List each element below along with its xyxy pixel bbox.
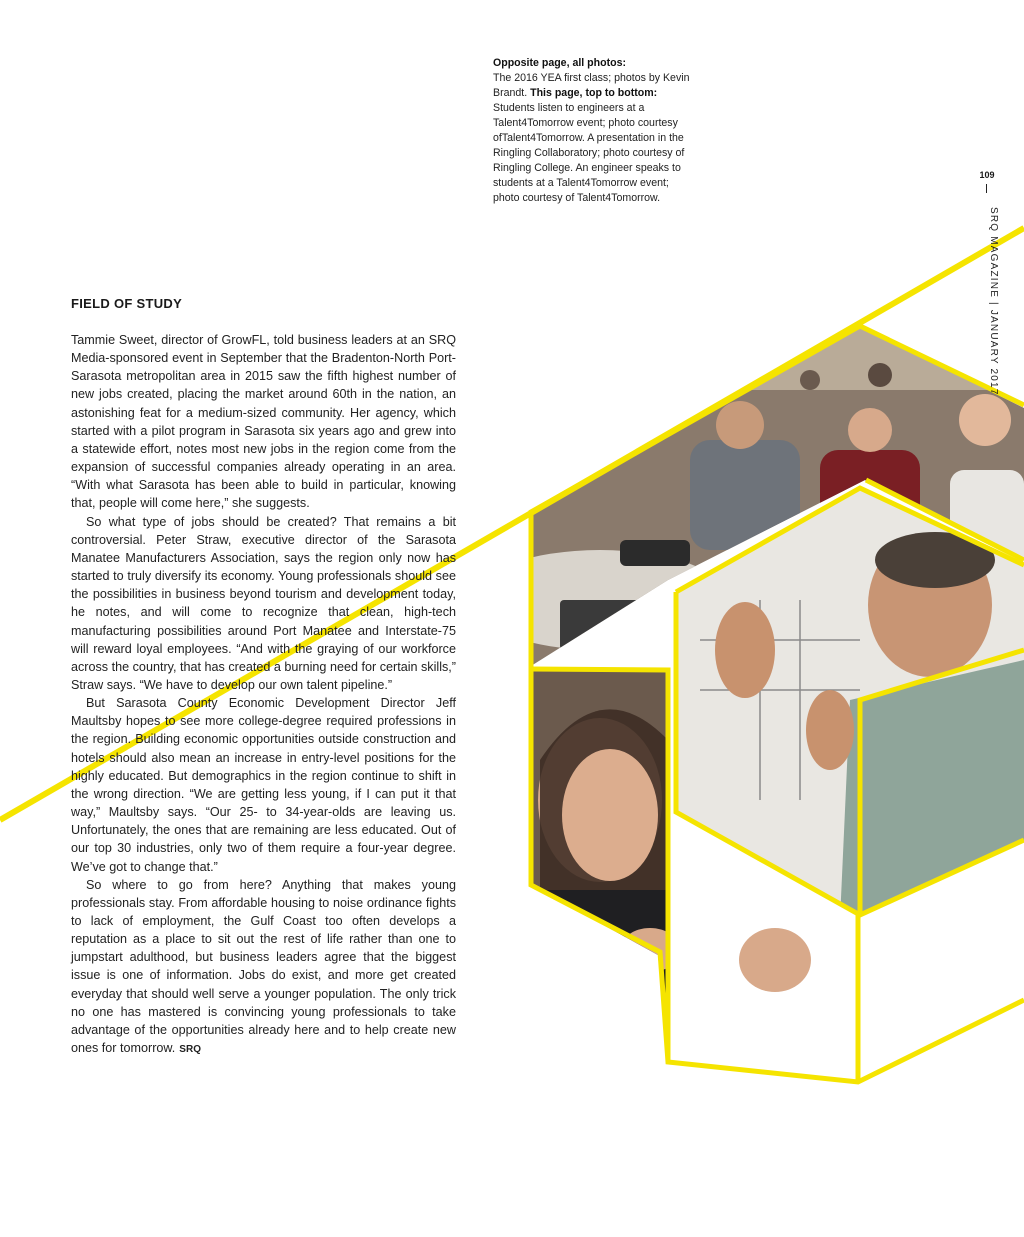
paragraph-last (71, 876, 456, 1060)
running-head: SRQ MAGAZINE | JANUARY 2017 (988, 207, 999, 396)
paragraph: So what type of jobs should be created? That remains a bit controversial. Peter Straw, executive director of the Sarasota Manatee Manufacturers Association, says the region only now has started to truly diversify its economy. Young professionals should see the possibilities in business beyond tourism and development today, he notes, and will come to recognize that clean, high-tech manufacturing possibilities around Port Manatee and Interstate-75 will reward loyal employees. “And with the graying of our workforce across the country, that has created a burning need for certain skills,” Straw says. “We have to develop our own talent pipeline.” (71, 514, 456, 692)
caption-part-2: Students listen to engineers at a Talent4Tomorrow event; photo courtesy ofTalent4Tomorrow. A presentation in the Ringling Collaboratory; photo courtesy of Ringling College. An engineer speaks to students at a Talent4Tomorrow event; photo courtesy of Talent4Tomorrow. (493, 102, 685, 204)
paragraph-text: So where to go from here? Anything that makes young professionals stay. From affordable housing to noise ordinance fights to lack of employment, the Gulf Coast too often develops a reputation as a place to sit out the rest of life rather than one to jumpstart adulthood, but business leaders agree that the biggest issue is one of information. Jobs do exist, and more get created everyday that should well serve a younger population. The only trick no one has mastered is convincing young professionals to take advantage of the opportunities already here and to help create new ones for tomorrow. (71, 877, 456, 1056)
section-heading: FIELD OF STUDY (71, 296, 183, 311)
caption-part-1: The 2016 YEA first class; photos by Kevin Brandt. (493, 72, 690, 99)
paragraph: But Sarasota County Economic Development Director Jeff Maultsby hopes to see more college-degree required professions in the region. Building economic opportunities outside construction and hotels should also mean an increase in entry-level positions for the highly educated. But demographics in the region continue to shift in the wrong direction. “We are getting less young, if I can put it that way,” Maultsby says. “Our 25- to 34-year-olds are leaving us. Unfortunately, the ones that are remaining are less educated. Out of our top 30 industries, only two of them require a four-year degree. We’ve got to change that.” (71, 696, 456, 874)
paragraph: Tammie Sweet, director of GrowFL, told business leaders at an SRQ Media-sponsored event in September that the Bradenton-North Port-Sarasota metropolitan area in 2015 saw the fifth highest number of new jobs created, placing the market around 60th in the nation, an astonishing feat for a medium-sized community. Her agency, which started with a pilot program in Sarasota six years ago and grew into a statewide effort, notes most new jobs in the region come from the expansion of successful companies already operating in an area. “With what Sarasota has been able to build in particular, knowing that, people will come here,” she suggests. (71, 333, 456, 511)
page-number: 109 (979, 170, 995, 180)
end-mark: SRQ (179, 1044, 201, 1056)
folio-divider (986, 184, 987, 193)
photo-caption (493, 56, 698, 206)
caption-lead: Opposite page, all photos: (493, 57, 627, 69)
photo-student-speaking (525, 665, 680, 1070)
caption-lead-2: This page, top to bottom: (530, 87, 658, 99)
article-body (71, 331, 456, 1059)
